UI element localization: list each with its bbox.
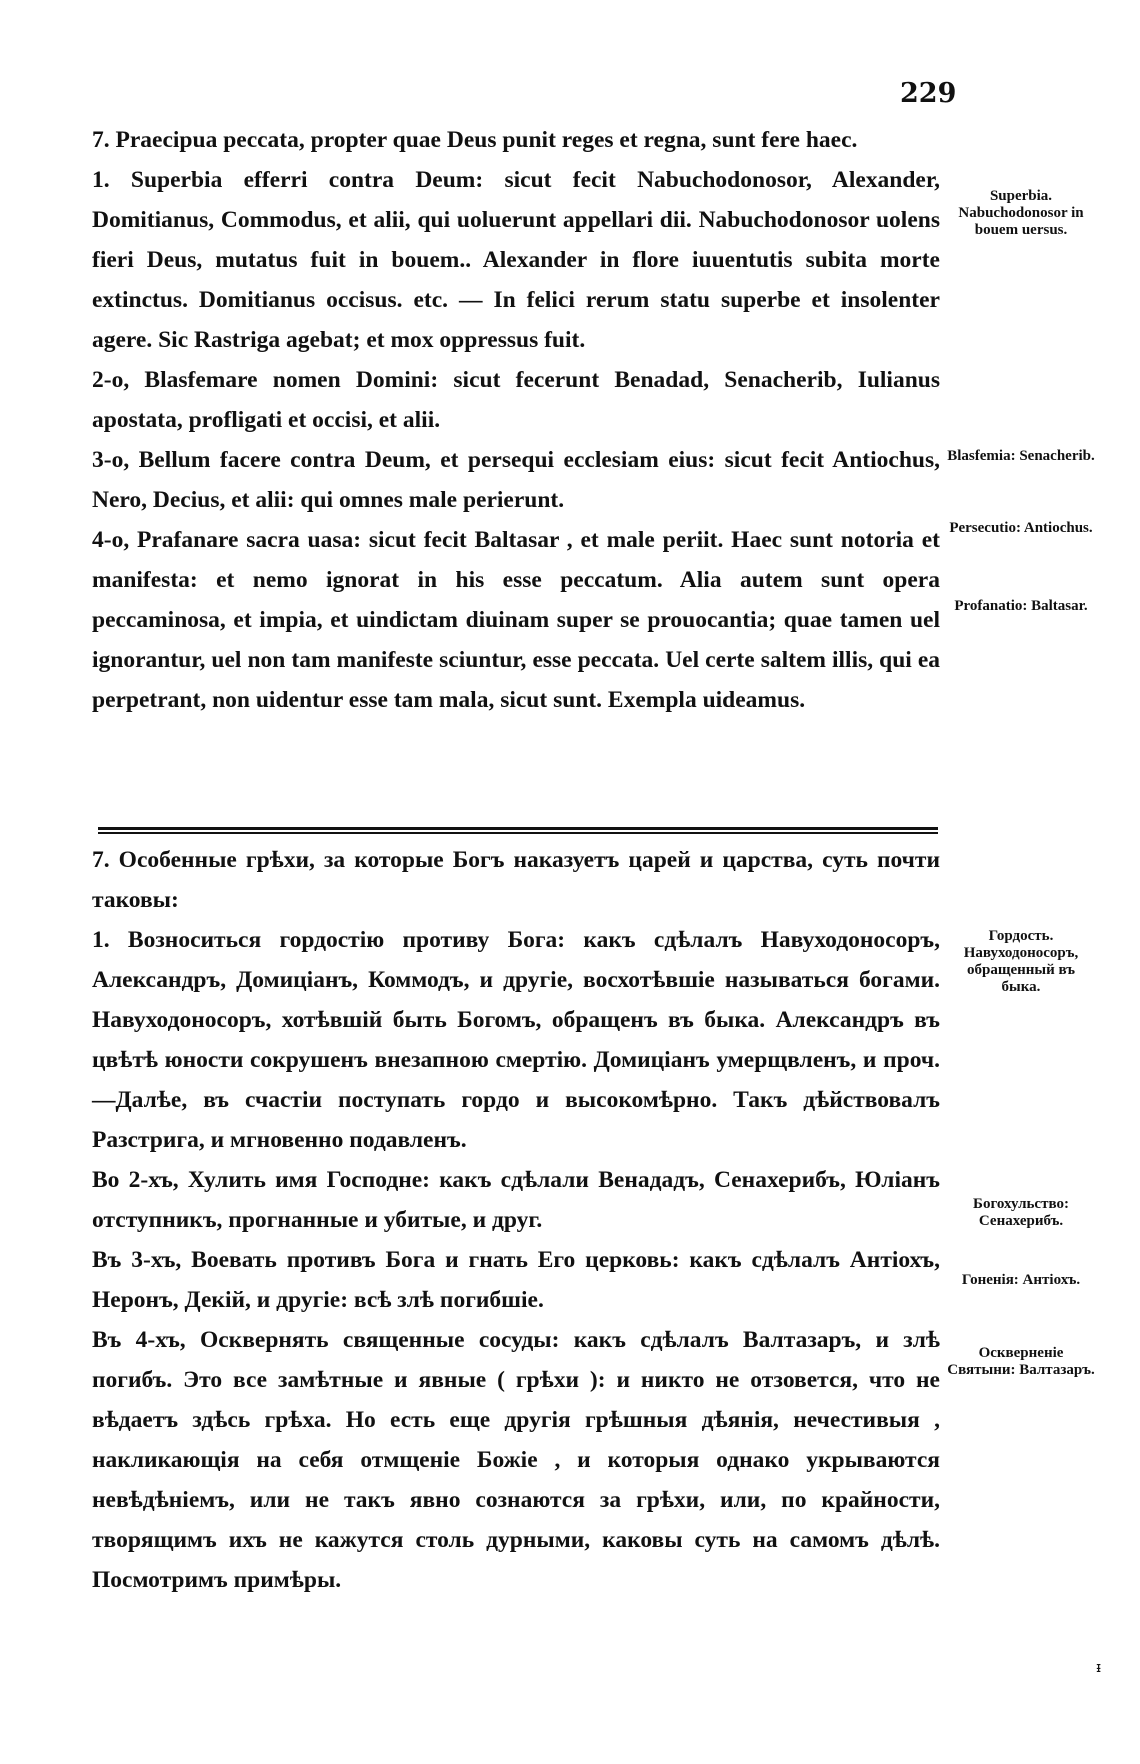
section-divider-thin <box>98 832 938 834</box>
margin-note-oskvernenie: Оскверненіе Святыни: Валтазаръ. <box>947 1345 1095 1378</box>
russian-paragraph-4: Въ 4-хъ, Осквернять священные сосуды: какъ сдѣлалъ Валтазаръ, и злѣ погибъ. Это все замѣтные и явные ( грѣхи ): и никто не отзовется, что не вѣдаетъ здѣсь грѣха. Но есть еще другія грѣшныя дѣянія, нечестивыя , накликающія на себя отмщеніе Божіе , и которыя однако укрываются невѣдѣніемъ, или не такъ явно сознаются за грѣхи, или, по крайности, творящимъ ихъ не кажутся столь дурными, каковы суть на самомъ дѣлѣ. Посмотримъ примѣры. <box>92 1327 940 1593</box>
margin-note-bogokhulstvo: Богохульство: Сенахерибъ. <box>973 1196 1069 1229</box>
russian-paragraph-3: Въ 3-хъ, Воевать противъ Бога и гнать Его церковь: какъ сдѣлалъ Антіохъ, Неронъ, Декій, и другіе: всѣ злѣ погибшіе. <box>92 1247 940 1313</box>
margin-note-blasfemia: Blasfemia: Senacherib. <box>947 448 1095 464</box>
section-divider-thick <box>98 827 938 830</box>
russian-heading-paragraph: 7. Особенные грѣхи, за которые Богъ наказуетъ царей и царства, суть почти таковы: <box>92 847 940 913</box>
latin-paragraph-4: 4-o, Prafanare sacra uasa: sicut fecit Baltasar , et male periit. Haec sunt notoria et manifesta: et nemo ignorat in his esse peccatum. Alia autem sunt opera peccaminosa, et impia, et uindictam diuinam super se prouocantia; quae tamen uel ignorantur, uel non tam manifeste sciuntur, esse peccata. Uel certe saltem illis, qui ea perpetrant, non uidentur esse tam mala, sicut sunt. Exempla uideamus. <box>92 527 940 713</box>
margin-note-persecutio: Persecutio: Antiochus. <box>949 520 1093 536</box>
margin-note-profanatio: Profanatio: Baltasar. <box>954 598 1088 614</box>
latin-heading-paragraph: 7. Praecipua peccata, propter quae Deus punit reges et regna, sunt fere haec. <box>92 127 858 153</box>
margin-note-gonenia: Гоненія: Антіохъ. <box>961 1272 1081 1288</box>
latin-paragraph-2: 2-o, Blasfemare nomen Domini: sicut fecerunt Benadad, Senacherib, Iulianus apostata, profligati et occisi, et alii. <box>92 367 940 433</box>
margin-note-superbia: Superbia. Nabuchodonosor in bouem uersus. <box>958 188 1084 238</box>
margin-note-gordost: Гордость. Навуходоносоръ, обращенный въ быка. <box>963 928 1079 995</box>
russian-paragraph-1: 1. Возноситься гордостію противу Бога: какъ сдѣлалъ Навуходоносоръ, Александръ, Домиціанъ, Коммодъ, и другіе, восхотѣвшіе называться богами. Навуходоносоръ, хотѣвшій быть Богомъ, обращенъ въ быка. Александръ въ цвѣтѣ юности сокрушенъ внезапною смертію. Домиціанъ умерщвленъ, и проч.—Далѣе, въ счастіи поступать гордо и высокомѣрно. Такъ дѣйствовалъ Разстрига, и мгновенно подавленъ. <box>92 927 940 1153</box>
russian-text-column <box>92 840 940 1600</box>
latin-paragraph-1: 1. Superbia efferri contra Deum: sicut fecit Nabuchodonosor, Alexander, Domitianus, Commodus, et alii, qui uoluerunt appellari dii. Nabuchodonosor uolens fieri Deus, mutatus fuit in bouem.. Alexander in flore iuuentutis subita morte extinctus. Domitianus occisus. etc. — In felici rerum statu superbe et insolenter agere. Sic Rastriga agebat; et mox oppressus fuit. <box>92 167 940 353</box>
latin-paragraph-3: 3-o, Bellum facere contra Deum, et persequi ecclesiam eius: sicut fecit Antiochus, Nero, Decius, et alii: qui omnes male perierunt. <box>92 447 940 513</box>
latin-text-column <box>92 120 940 720</box>
corner-print-mark: ᵻ <box>1096 1660 1102 1676</box>
page-number: 229 <box>900 78 957 109</box>
russian-paragraph-2: Во 2-хъ, Хулить имя Господне: какъ сдѣлали Венададъ, Сенахерибъ, Юліанъ отступникъ, прогнанные и убитые, и друг. <box>92 1167 940 1233</box>
